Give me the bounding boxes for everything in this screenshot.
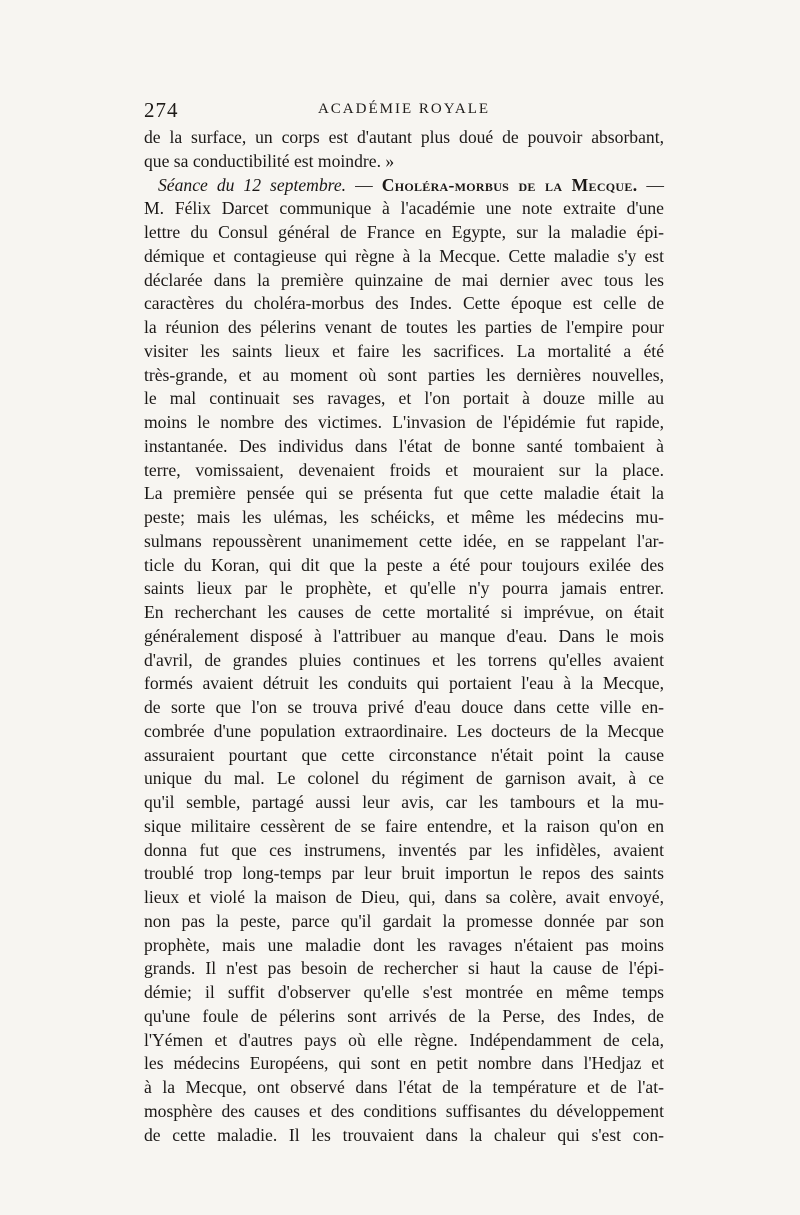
text-line: de la surface, un corps est d'autant plus doué de pouvoir absorbant, bbox=[144, 127, 664, 147]
text-line: d'avril, de grandes pluies continues et les torrens qu'elles avaient bbox=[144, 649, 664, 670]
text-line: visiter les saints lieux et faire les sacrifices. La mortalité a été bbox=[144, 340, 664, 361]
text-line: unique du mal. Le colonel du régiment de garnison avait, à ce bbox=[144, 768, 664, 789]
text-line: En recherchant les causes de cette mortalité si imprévue, on était bbox=[144, 602, 664, 622]
text-line: qu'il semble, partagé aussi leur avis, car les tambours et la mu- bbox=[144, 792, 664, 812]
text-line: lettre du Consul général de France en Egypte, sur la maladie épi- bbox=[144, 222, 664, 242]
text-line: à la Mecque, ont observé dans l'état de la température et de l'at- bbox=[144, 1077, 664, 1097]
text-line: assuraient pourtant que cette circonstance n'était point la cause bbox=[144, 744, 664, 765]
text-line: combrée d'une population extraordinaire. Les docteurs de la Mecque bbox=[144, 720, 664, 741]
seance-date: Séance du 12 septembre. bbox=[158, 174, 347, 195]
text-line: déclarée dans la première quinzaine de mai dernier avec tous les bbox=[144, 269, 664, 290]
page-header bbox=[144, 98, 664, 122]
text-line: de sorte que l'on se trouva privé d'eau douce dans cette ville en- bbox=[144, 697, 664, 717]
text-line: non pas la peste, parce qu'il gardait la promesse donnée par son bbox=[144, 910, 664, 931]
dash: — bbox=[637, 174, 664, 195]
text-line: très-grande, et au moment où sont parties les dernières nouvelles, bbox=[144, 364, 664, 385]
dash: — bbox=[346, 174, 382, 195]
text-line: sique militaire cessèrent de se faire entendre, et la raison qu'on en bbox=[144, 815, 664, 836]
text-line: mosphère des causes et des conditions suffisantes du développement bbox=[144, 1100, 664, 1121]
text-line: de cette maladie. Il les trouvaient dans la chaleur qui s'est con- bbox=[144, 1124, 664, 1145]
text-line: la réunion des pélerins venant de toutes les parties de l'empire pour bbox=[144, 317, 664, 337]
running-head: ACADÉMIE ROYALE bbox=[317, 101, 491, 117]
text-line: les médecins Européens, qui sont en petit nombre dans l'Hedjaz et bbox=[144, 1053, 664, 1074]
text-line: terre, vomissaient, devenaient froids et mouraient sur la place. bbox=[144, 459, 664, 480]
seance-heading-line bbox=[144, 174, 664, 198]
text-line: l'Yémen et d'autres pays où elle règne. Indépendamment de cela, bbox=[144, 1029, 664, 1050]
section-title: Choléra-morbus de la Mecque. bbox=[381, 174, 638, 195]
text-line: instantanée. Des individus dans l'état de bonne santé tombaient à bbox=[144, 435, 664, 456]
page-number: 274 bbox=[144, 98, 179, 122]
body-text bbox=[144, 126, 664, 1147]
text-line: caractères du choléra-morbus des Indes. Cette époque est celle de bbox=[144, 293, 664, 314]
text-line: peste; mais les ulémas, les schéicks, et même les médecins mu- bbox=[144, 507, 664, 527]
text-line: démie; il suffit d'observer qu'elle s'est montrée en même temps bbox=[144, 982, 664, 1002]
text-line: La première pensée qui se présenta fut que cette maladie était la bbox=[144, 483, 664, 504]
text-line: le mal continuait ses ravages, et l'on portait à douze mille au bbox=[144, 388, 664, 409]
text-line: généralement disposé à l'attribuer au manque d'eau. Dans le mois bbox=[144, 625, 664, 646]
text-line: qu'une foule de pélerins sont arrivés de la Perse, des Indes, de bbox=[144, 1005, 664, 1026]
text-line: saints lieux par le prophète, et qu'elle n'y pourra jamais entrer. bbox=[144, 578, 664, 599]
text-line: que sa conductibilité est moindre. » bbox=[144, 150, 395, 171]
text-line: lieux et violé la maison de Dieu, qui, dans sa colère, avait envoyé, bbox=[144, 887, 664, 907]
text-line: M. Félix Darcet communique à l'académie une note extraite d'une bbox=[144, 198, 664, 219]
text-line: donna fut que ces instrumens, inventés par les infidèles, avaient bbox=[144, 839, 664, 860]
text-line: prophète, mais une maladie dont les ravages n'étaient pas moins bbox=[144, 934, 664, 955]
text-line: sulmans repoussèrent unanimement cette idée, en se rappelant l'ar- bbox=[144, 530, 664, 551]
text-line: ticle du Koran, qui dit que la peste a été pour toujours exilée des bbox=[144, 554, 664, 575]
text-line: grands. Il n'est pas besoin de rechercher si haut la cause de l'épi- bbox=[144, 958, 664, 979]
text-line: troublé trop long-temps par leur bruit importun le repos des saints bbox=[144, 863, 664, 884]
text-line: démique et contagieuse qui règne à la Mecque. Cette maladie s'y est bbox=[144, 245, 664, 266]
text-line: moins le nombre des victimes. L'invasion de l'épidémie fut rapide, bbox=[144, 412, 664, 432]
text-line: formés avaient détruit les conduits qui portaient l'eau à la Mecque, bbox=[144, 673, 664, 694]
